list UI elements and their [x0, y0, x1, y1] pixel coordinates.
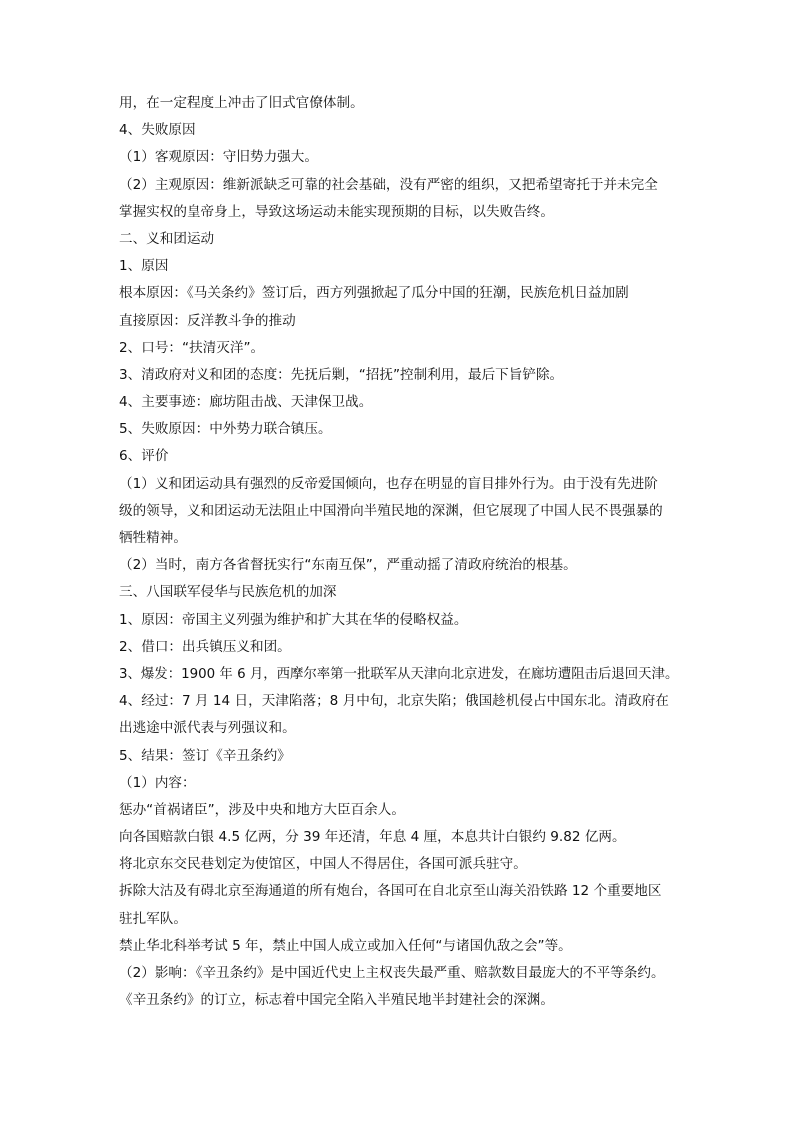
section-heading: 1、原因: [119, 258, 169, 275]
text-line: 级的领导，义和团运动无法阻止中国滑向半殖民地的深渊，但它展现了中国人民不畏强暴的: [119, 502, 663, 519]
text-line: 出逃途中派代表与列强议和。: [119, 720, 296, 737]
text-line: 根本原因：《马关条约》签订后，西方列强掀起了瓜分中国的狂潮，民族危机日益加剧: [119, 285, 629, 302]
text-line: 牺牲精神。: [119, 530, 187, 546]
text-line: 5、结果：签订《辛丑条约》: [119, 747, 291, 764]
document-body: [119, 90, 679, 1014]
section-heading: 4、失败原因: [119, 122, 196, 139]
text-line: 拆除大沽及有碍北京至海通道的所有炮台，各国可在自北京至山海关沿铁路 12 个重要地区: [119, 883, 662, 900]
text-line: 禁止华北科举考试 5 年，禁止中国人成立或加入任何“与诸国仇敌之会”等。: [119, 937, 572, 954]
text-line: 3、爆发：1900 年 6 月，西摩尔率第一批联军从天津向北京进发，在廊坊遭阻击后退回天津。: [119, 666, 679, 682]
chapter-heading: 三、八国联军侵华与民族危机的加深: [119, 584, 337, 601]
text-line: 《辛丑条约》的订立，标志着中国完全陷入半殖民地半封建社会的深渊。: [119, 992, 554, 1009]
text-line: （2）主观原因：维新派缺乏可靠的社会基础，没有严密的组织，又把希望寄托于并未完全: [119, 176, 658, 193]
text-line: 2、口号：“扶清灭洋”。: [119, 339, 265, 356]
text-line: 惩办“首祸诸臣”，涉及中央和地方大臣百余人。: [119, 801, 405, 818]
text-line: 向各国赔款白银 4.5 亿两，分 39 年还清，年息 4 厘，本息共计白银约 9.82 亿两。: [119, 829, 626, 846]
text-line: 2、借口：出兵镇压义和团。: [119, 638, 291, 655]
text-line: （1）客观原因：守旧势力强大。: [119, 149, 318, 166]
text-line: 直接原因：反洋教斗争的推动: [119, 312, 296, 329]
text-line: 4、经过：7 月 14 日，天津陷落；8 月中旬，北京失陷；俄国趁机侵占中国东北。清政府在: [119, 693, 669, 710]
section-heading: 6、评价: [119, 448, 169, 465]
text-line: （2）影响：《辛丑条约》是中国近代史上主权丧失最严重、赔款数目最庞大的不平等条约。: [119, 965, 665, 981]
text-line: （1）义和团运动具有强烈的反帝爱国倾向，也存在明显的盲目排外行为。由于没有先进阶: [119, 475, 658, 492]
chapter-heading: 二、义和团运动: [119, 230, 215, 247]
text-line: 1、原因：帝国主义列强为维护和扩大其在华的侵略权益。: [119, 611, 468, 628]
text-line: 4、主要事迹：廊坊阻击战、天津保卫战。: [119, 394, 373, 411]
text-line: 3、清政府对义和团的态度：先抚后剿，“招抚”控制利用，最后下旨铲除。: [119, 366, 564, 383]
text-line: 掌握实权的皇帝身上，导致这场运动未能实现预期的目标，以失败告终。: [119, 203, 554, 220]
text-line: 将北京东交民巷划定为使馆区，中国人不得居住，各国可派兵驻守。: [119, 856, 527, 873]
text-line: （1）内容：: [119, 774, 196, 791]
text-line: 5、失败原因：中外势力联合镇压。: [119, 421, 332, 438]
text-line: （2）当时，南方各省督抚实行“东南互保”，严重动摇了清政府统治的根基。: [119, 557, 577, 574]
text-line: 用，在一定程度上冲击了旧式官僚体制。: [119, 95, 364, 111]
text-line: 驻扎军队。: [119, 910, 187, 927]
